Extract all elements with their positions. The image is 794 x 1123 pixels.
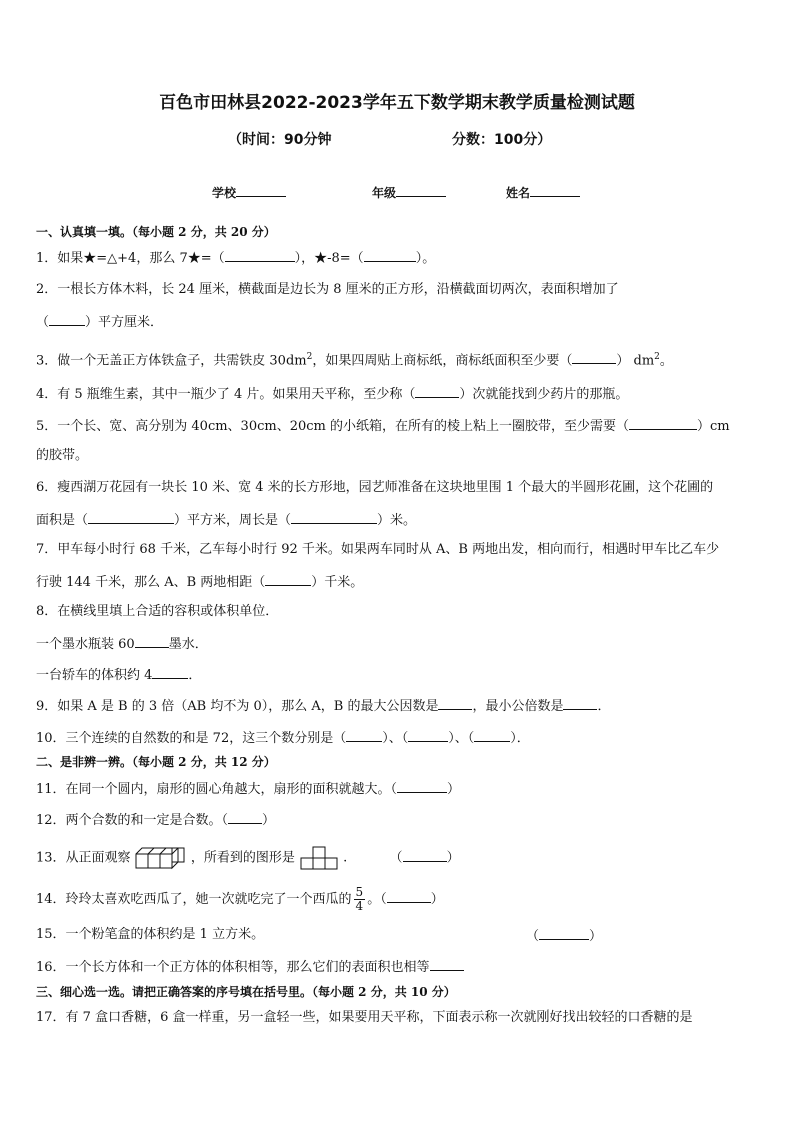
answer-blank[interactable] xyxy=(265,572,311,586)
question-9: 9．如果 A 是 B 的 3 倍（AB 均不为 0），那么 A，B 的最大公因数是 ，最小公倍数是 ． xyxy=(36,696,760,716)
answer-blank[interactable] xyxy=(408,728,448,742)
exam-time: （时间：90分钟 xyxy=(228,132,332,148)
answer-blank[interactable] xyxy=(135,634,169,648)
answer-blank[interactable] xyxy=(539,926,589,940)
answer-blank[interactable] xyxy=(438,696,472,710)
grade-field[interactable] xyxy=(372,183,446,201)
question-15: 15．一个粉笔盒的体积约是 1 立方米。 xyxy=(36,927,265,942)
answer-blank[interactable] xyxy=(474,728,510,742)
question-14: 14．玲玲太喜欢吃西瓜了，她一次就吃完了一个西瓜的 $\frac{5}{4}$ 。（ ） xyxy=(36,885,444,913)
answer-blank[interactable] xyxy=(152,665,188,679)
section-1-heading: 一、认真填一填。（每小题 2 分，共 20 分） xyxy=(36,225,276,239)
answer-blank[interactable] xyxy=(88,510,174,524)
answer-blank[interactable] xyxy=(364,248,416,262)
school-field[interactable] xyxy=(212,183,286,201)
question-12: 12．两个合数的和一定是合数。（ ） xyxy=(36,810,760,830)
answer-blank[interactable] xyxy=(572,350,616,364)
name-field[interactable] xyxy=(506,183,580,201)
question-5-cont: 的胶带。 xyxy=(36,448,89,463)
question-8: 8．在横线里填上合适的容积或体积单位． xyxy=(36,604,279,619)
name-blank[interactable] xyxy=(530,183,580,197)
question-8-a: 一个墨水瓶装 60 墨水． xyxy=(36,634,760,654)
answer-blank[interactable] xyxy=(563,696,597,710)
question-7-cont: 行驶 144 千米，那么 A、B 两地相距（ ）千米。 xyxy=(36,572,760,592)
grade-label: 年级 xyxy=(372,186,397,200)
question-17: 17．有 7 盒口香糖，6 盒一样重，另一盒轻一些，如果要用天平称，下面表示称一次就刚好找出较轻的口香糖的是 xyxy=(36,1010,693,1025)
question-10: 10．三个连续的自然数的和是 72，这三个数分别是（ ）、（ ）、（ ）． xyxy=(36,728,760,748)
answer-blank[interactable] xyxy=(415,384,459,398)
name-label: 姓名 xyxy=(506,186,531,200)
grade-blank[interactable] xyxy=(396,183,446,197)
front-view-figure xyxy=(299,846,339,870)
school-blank[interactable] xyxy=(236,183,286,197)
answer-blank[interactable] xyxy=(49,312,85,326)
question-15-answer: （ ） xyxy=(526,926,626,946)
question-16: 16．一个长方体和一个正方体的体积相等，那么它们的表面积也相等 xyxy=(36,957,760,977)
fraction: $\frac{5}{4}$ xyxy=(355,885,364,913)
question-13: 13．从正面观察 ，所看到的图形是 . （ ） xyxy=(36,846,760,870)
question-8-b: 一台轿车的体积约 4 ． xyxy=(36,665,760,685)
answer-blank[interactable] xyxy=(346,728,382,742)
answer-blank[interactable] xyxy=(397,779,447,793)
question-6: 6．瘦西湖万花园有一块长 10 米、宽 4 米的长方形地，园艺师准备在这块地里围 1 个最大的半圆形花圃，这个花圃的 xyxy=(36,480,714,495)
cube-solid-figure xyxy=(135,846,187,870)
answer-blank[interactable] xyxy=(403,848,447,862)
question-4: 4．有 5 瓶维生素，其中一瓶少了 4 片。如果用天平称，至少称（ ）次就能找到少药片的那瓶。 xyxy=(36,384,760,404)
question-11: 11．在同一个圆内，扇形的圆心角越大，扇形的面积就越大。（ ） xyxy=(36,779,760,799)
question-3: 3．做一个无盖正方体铁盒子，共需铁皮 $30dm^2$，如果四周贴上商标纸，商标纸面积至少要（ ） $dm^2$。 xyxy=(36,352,673,369)
answer-blank[interactable] xyxy=(291,510,377,524)
page-title: 百色市田林县2022-2023学年五下数学期末教学质量检测试题 xyxy=(159,93,635,113)
section-2-heading: 二、是非辨一辨。（每小题 2 分，共 12 分） xyxy=(36,755,276,769)
answer-blank[interactable] xyxy=(387,889,431,903)
question-2: 2．一根长方体木料，长 24 厘米，横截面是边长为 8 厘米的正方形，沿横截面切两次，表面积增加了 xyxy=(36,282,619,297)
school-label: 学校 xyxy=(212,186,237,200)
question-7: 7．甲车每小时行 68 千米，乙车每小时行 92 千米。如果两车同时从 A、B 两地出发，相向而行，相遇时甲车比乙车少 xyxy=(36,542,720,557)
exam-score: 分数：100分） xyxy=(452,132,552,148)
question-5: 5．一个长、宽、高分别为 40cm、30cm、20cm 的小纸箱，在所有的棱上粘上一圈胶带，至少需要（ ）cm xyxy=(36,416,760,436)
answer-blank[interactable] xyxy=(225,248,295,262)
section-3-heading: 三、细心选一选。请把正确答案的序号填在括号里。（每小题 2 分，共 10 分） xyxy=(36,985,456,999)
question-6-cont: 面积是（ ）平方米，周长是（ ）米。 xyxy=(36,510,760,530)
question-1: 1．如果★=△+4，那么 7★=（ ），★-8=（ ）。 xyxy=(36,248,760,268)
answer-blank[interactable] xyxy=(430,957,464,971)
answer-blank[interactable] xyxy=(629,416,697,430)
answer-blank[interactable] xyxy=(228,810,262,824)
question-2-cont: （ ）平方厘米． xyxy=(36,312,760,332)
